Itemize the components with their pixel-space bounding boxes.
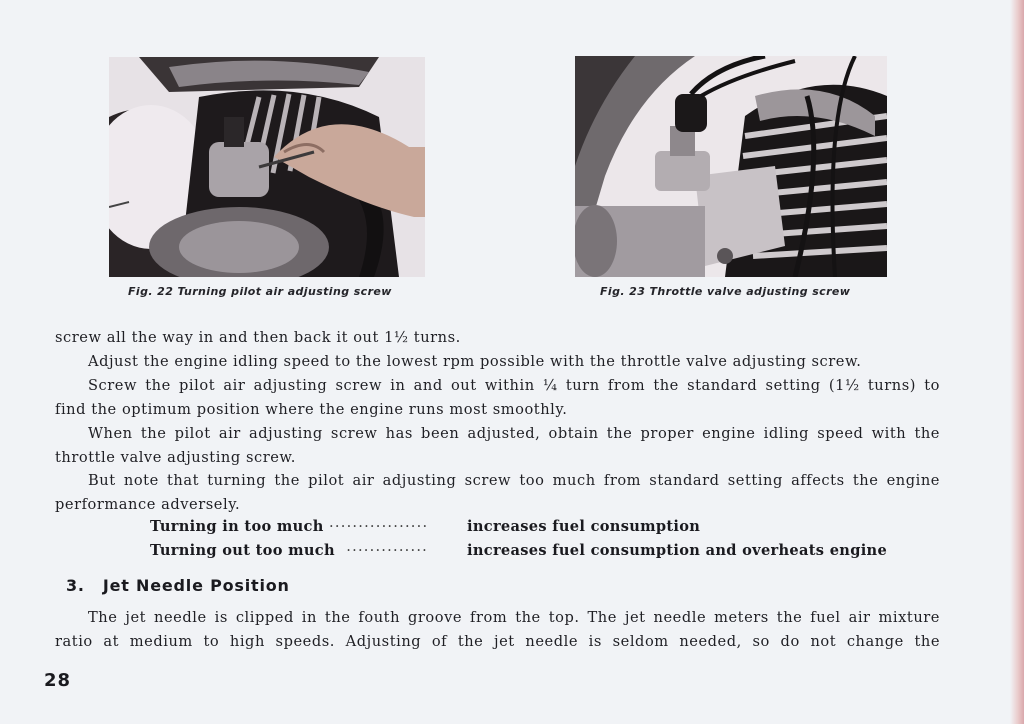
section-number: 3. [66,576,85,595]
body-line: But note that turning the pilot air adjusting screw too much from standard setting affects the engine [88,472,940,489]
section-heading [66,576,290,595]
figure-23-photo [575,56,887,277]
effect-condition: Turning out too much [150,542,335,559]
body-line: Screw the pilot air adjusting screw in and out within ¼ turn from the standard setting (1½ turns) to [88,377,940,394]
effect-result: increases fuel consumption [467,518,701,535]
figure-23-caption: Fig. 23 Throttle valve adjusting screw [600,285,851,298]
effect-condition: Turning in too much [150,518,324,535]
body-line: screw all the way in and then back it out 1½ turns. [55,329,461,346]
page-number: 28 [44,670,72,691]
body-line: When the pilot air adjusting screw has been adjusted, obtain the proper engine idling speed with the [88,425,940,442]
body-line: find the optimum position where the engine runs most smoothly. [55,401,568,418]
pilot-air-screw-illustration [109,57,425,277]
dot-leader: ················· [329,518,429,535]
body-line: throttle valve adjusting screw. [55,449,296,466]
figure-22-caption: Fig. 22 Turning pilot air adjusting screw [128,285,392,298]
body-line: Adjust the engine idling speed to the lowest rpm possible with the throttle valve adjusting screw. [88,353,862,370]
page-edge [1010,0,1024,724]
section-line: The jet needle is clipped in the fouth groove from the top. The jet needle meters the fuel air mixture [88,609,940,626]
section-title: Jet Needle Position [102,576,290,595]
section-line: ratio at medium to high speeds. Adjusting of the jet needle is seldom needed, so do not change the [55,633,940,650]
effect-row [150,518,428,535]
throttle-valve-screw-illustration [575,56,887,277]
effect-row [150,542,428,559]
dot-leader: ·············· [346,542,429,559]
body-line: performance adversely. [55,496,241,513]
effect-result: increases fuel consumption and overheats engine [467,542,888,559]
figure-22-photo [109,57,425,277]
